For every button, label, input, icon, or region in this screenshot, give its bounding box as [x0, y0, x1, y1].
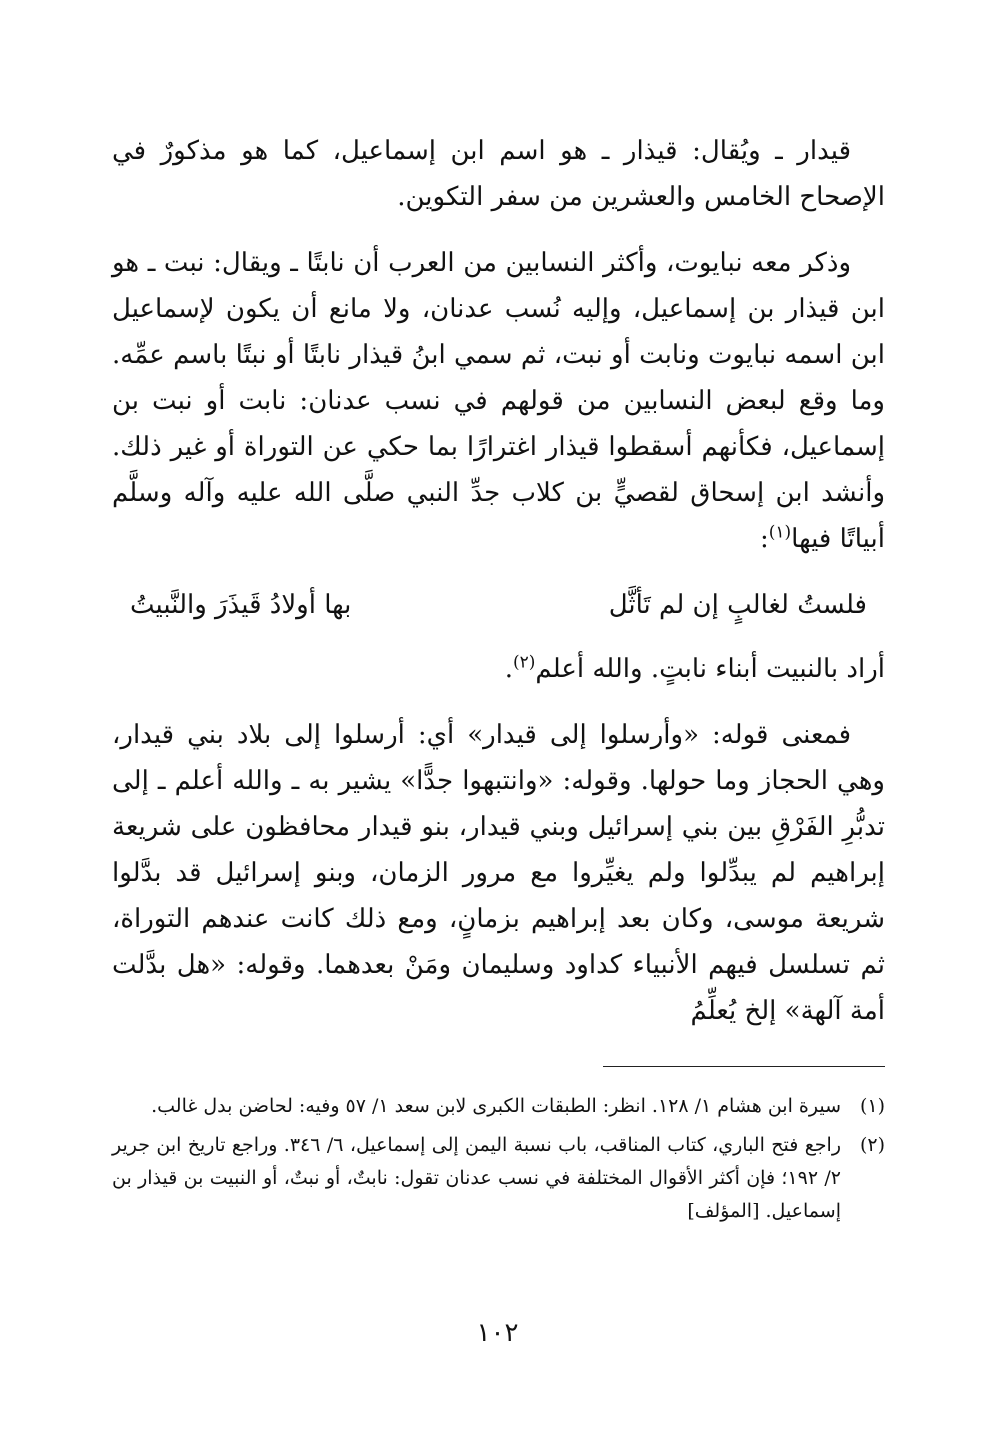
paragraph-3-end: .: [504, 654, 513, 684]
paragraph-4-text: فمعنى قوله: «وأرسلوا إلى قيدار» أي: أرسلوا إلى بلاد بني قيدار، وهي الحجاز وما حولها. وقوله: «وانتبهوا جدًّا» يشير به ـ والله أعلم ـ إلى تدبُّرِ الفَرْقِ بين بني إسرائيل وبني قيدار، بنو قيدار محافظون على شريعة إبراهيم لم يبدِّلوا ولم يغيِّروا مع مرور الزمان، وبنو إسرائيل قد بدَّلوا شريعة موسى، وكان بعد إبراهيم بزمانٍ، ومع ذلك كانت عندهم التوراة، ثم تسلسل فيهم الأنبياء كداود وسليمان ومَنْ بعدهما. وقوله: «هل بدَّلت أمة آلهة» إلخ يُعلِّمُ: [112, 720, 885, 1026]
main-text: [112, 128, 885, 1054]
footnote-2: [112, 1129, 885, 1228]
paragraph-3-text: أراد بالنبيت أبناء نابتٍ. والله أعلم: [535, 654, 885, 684]
paragraph-2: [112, 240, 885, 562]
poem-verse: [112, 582, 885, 628]
footnote-1-number: (١): [859, 1095, 885, 1117]
footnote-ref-1[interactable]: (١): [768, 522, 792, 543]
footnote-1: [112, 1090, 885, 1123]
footnote-2-text: راجع فتح الباري، كتاب المناقب، باب نسبة اليمن إلى إسماعيل، ٦/ ٣٤٦. وراجع تاريخ ابن جرير ٢/ ١٩٢؛ فإن أكثر الأقوال المختلفة في نسب عدنان تقول: نابتٌ، أو نبتٌ، أو النبيت بن قيذار بن إسماعيل. [المؤلف]: [112, 1134, 841, 1222]
page-number: ١٠٢: [476, 1318, 519, 1348]
paragraph-4: [112, 712, 885, 1034]
verse-first-hemistich: فلستُ لغالبٍ إن لم تَأثَّل: [608, 590, 867, 620]
paragraph-2-text: وذكر معه نبايوت، وأكثر النسابين من العرب أن نابتًا ـ ويقال: نبت ـ هو ابن قيذار بن إسماعيل، وإليه نُسب عدنان، ولا مانع أن يكون لإسماعيل ابن اسمه نبايوت ونابت أو نبت، ثم سمي ابنُ قيذار نابتًا أو نبتًا باسم عمِّه. وما وقع لبعض النسابين من قولهم في نسب عدنان: نابت أو نبت بن إسماعيل، فكأنهم أسقطوا قيذار اغترارًا بما حكي عن التوراة أو غير ذلك. وأنشد ابن إسحاق لقصيٍّ بن كلاب جدِّ النبي صلَّى الله عليه وآله وسلَّم أبياتًا فيها: [112, 248, 885, 554]
footnote-ref-2[interactable]: (٢): [512, 652, 536, 673]
footnote-divider: [603, 1066, 885, 1067]
footnotes: [112, 1090, 885, 1234]
footnote-1-text: سيرة ابن هشام ١/ ١٢٨. انظر: الطبقات الكبرى لابن سعد ١/ ٥٧ وفيه: لحاضن بدل غالب.: [151, 1095, 841, 1117]
paragraph-2-end: :: [759, 524, 769, 554]
verse-second-hemistich: بها أولادُ قَيذَرَ والنَّبيتُ: [130, 590, 352, 620]
paragraph-1: [112, 128, 885, 220]
footnote-2-number: (٢): [859, 1134, 885, 1156]
paragraph-3: [112, 646, 885, 692]
paragraph-1-text: قيدار ـ ويُقال: قيذار ـ هو اسم ابن إسماعيل، كما هو مذكورٌ في الإصحاح الخامس والعشرين من سفر التكوين.: [112, 136, 885, 212]
